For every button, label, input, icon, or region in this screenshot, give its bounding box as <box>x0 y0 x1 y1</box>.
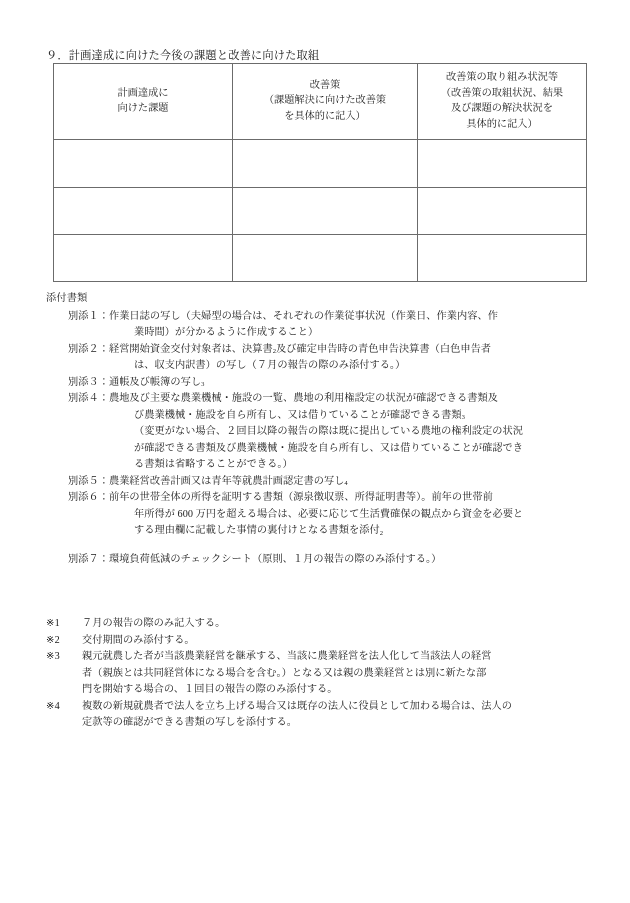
table-row <box>54 188 587 235</box>
cell-issues[interactable] <box>54 188 233 235</box>
attachment-label: 別添３： <box>68 376 109 388</box>
list-item <box>46 490 606 540</box>
header-line: 改善策の取り組み状況等 <box>445 72 559 83</box>
attachment-continuation <box>68 523 606 540</box>
list-item <box>46 342 606 375</box>
column-header-improvement-measures <box>233 64 418 140</box>
plan-improvement-table <box>53 63 587 282</box>
footnote-marker: 4 <box>344 480 348 488</box>
footnote-marker: 2 <box>272 348 277 356</box>
footnote-text: 複数の新規就農者で法人を立ち上げる場合又は既存の法人に役員として加わる場合は、法人の <box>82 700 512 712</box>
column-header-implementation-status <box>418 64 587 140</box>
footnote-marker: ※1 <box>46 618 60 629</box>
column-header-issues <box>54 64 233 140</box>
attachment-line <box>68 391 606 408</box>
attachment-text: 農地及び主要な農業機械・施設の一覧、農地の利用権設定の状況が確認できる書類及 <box>108 393 498 405</box>
table-header-row <box>54 64 587 140</box>
list-item <box>46 699 606 732</box>
attachment-continuation: 業時間）が分かるように作成すること） <box>134 327 319 339</box>
attachment-continuation: 年所得が 600 万円を超える場合は、必要に応じて生活費確保の観点から資金を必要と <box>134 508 524 520</box>
attachment-text: 農業経営改善計画又は青年等就農計画認定書の写し <box>108 475 345 487</box>
table-header <box>54 64 587 140</box>
attachment-label: 別添５： <box>68 475 109 487</box>
cell-improvement-measures[interactable] <box>233 188 418 235</box>
footnote-marker: 3 <box>461 414 465 422</box>
list-item <box>46 474 606 491</box>
attachment-label: 別添１： <box>68 310 109 322</box>
attachment-text: 作業日誌の写し（夫婦型の場合は、それぞれの作業従事状況（作業日、作業内容、作 <box>108 310 498 322</box>
attachment-line <box>68 474 606 491</box>
header-line: 及び課題の解決状況を <box>451 103 553 114</box>
header-line: を具体的に記入） <box>284 110 366 122</box>
footnote-text: 交付期間のみ添付する。 <box>82 634 195 646</box>
attachment-line <box>68 552 606 569</box>
footnote-text: ７月の報告の際のみ記入する。 <box>82 618 226 629</box>
attachment-continuation <box>68 408 606 425</box>
footnote-text: 親元就農した者が当該農業経営を継承する、当該に農業経営を法人化して当該法人の経営 <box>82 651 492 663</box>
attachment-text-post: 及び確定申告時の青色申告決算書（白色申告者 <box>276 343 492 355</box>
attachment-continuation: が確認できる書類及び農業機械・施設を自ら所有し、又は借りていることが確認でき <box>134 442 524 454</box>
attachment-text: 環境負荷低減のチェックシート（原則、１月の報告の際のみ添付する。） <box>108 553 442 565</box>
page-title: ９．計画達成に向けた今後の課題と改善に向けた取組 <box>46 50 320 62</box>
attachment-line <box>68 309 606 326</box>
footnote-text: 定款等の確認ができる書類の写しを添付する。 <box>82 717 297 729</box>
attachments-title: 添付書類 <box>46 293 88 304</box>
footnote-marker: 3 <box>201 381 205 389</box>
attachment-continuation: は、収支内訳書）の写し（７月の報告の際のみ添付する。） <box>134 360 406 372</box>
attachment-text: する理由欄に記載した事情の裏付けとなる書類を添付 <box>134 525 380 537</box>
header-line: （改善策の取組状況、結果 <box>440 87 564 99</box>
footnote-text: 門を開始する場合の、１回目の報告の際のみ添付する。 <box>82 684 338 696</box>
footnote-marker: ※3 <box>46 651 60 663</box>
table-row <box>54 235 587 282</box>
attachment-text: 通帳及び帳簿の写し <box>108 376 202 388</box>
list-item <box>46 616 606 633</box>
footnote-marker: ※4 <box>46 700 60 712</box>
attachment-line <box>68 342 606 359</box>
attachment-text: び農業機械・施設を自ら所有し、又は借りていることが確認できる書類 <box>134 409 462 421</box>
header-line: 具体的に記入） <box>466 118 538 130</box>
cell-implementation-status[interactable] <box>418 188 587 235</box>
cell-implementation-status[interactable] <box>418 235 587 282</box>
attachments-section <box>46 291 606 568</box>
attachment-label: 別添４： <box>68 393 109 405</box>
attachment-continuation: る書類は省略することができる。） <box>134 459 293 471</box>
attachment-label: 別添６： <box>68 492 109 504</box>
header-line: 向けた課題 <box>117 103 169 114</box>
list-item <box>46 649 606 699</box>
attachment-line <box>68 490 606 507</box>
header-line: 計画達成に <box>117 87 169 99</box>
cell-improvement-measures[interactable] <box>233 235 418 282</box>
footnote-marker: ※2 <box>46 634 60 646</box>
attachment-label: 別添２： <box>68 343 109 355</box>
list-item <box>46 391 606 474</box>
table-body <box>54 140 587 282</box>
attachment-line <box>68 375 606 392</box>
list-item <box>46 633 606 650</box>
cell-issues[interactable] <box>54 235 233 282</box>
attachment-text: 前年の世帯全体の所得を証明する書類（源泉徴収票、所得証明書等）。前年の世帯前 <box>108 492 493 504</box>
header-line: 改善策 <box>309 79 341 91</box>
list-item <box>46 375 606 392</box>
table-row <box>54 140 587 188</box>
footnote-marker: 2 <box>379 529 383 537</box>
footnotes-section <box>46 616 606 732</box>
attachment-label: 別添７： <box>68 553 109 565</box>
attachment-text: 経営開始資金交付対象者は、決算書 <box>108 343 273 355</box>
cell-implementation-status[interactable] <box>418 140 587 188</box>
attachment-continuation: （変更がない場合、２回目以降の報告の際は既に提出している農地の権利設定の状況 <box>134 426 524 438</box>
cell-improvement-measures[interactable] <box>233 140 418 188</box>
cell-issues[interactable] <box>54 140 233 188</box>
header-line: （課題解決に向けた改善策 <box>263 95 387 107</box>
list-item <box>46 309 606 342</box>
footnote-text: 者（親族とは共同経営体になる場合を含む。）となる又は親の農業経営とは別に新たな部 <box>82 667 487 679</box>
list-item <box>46 552 606 569</box>
